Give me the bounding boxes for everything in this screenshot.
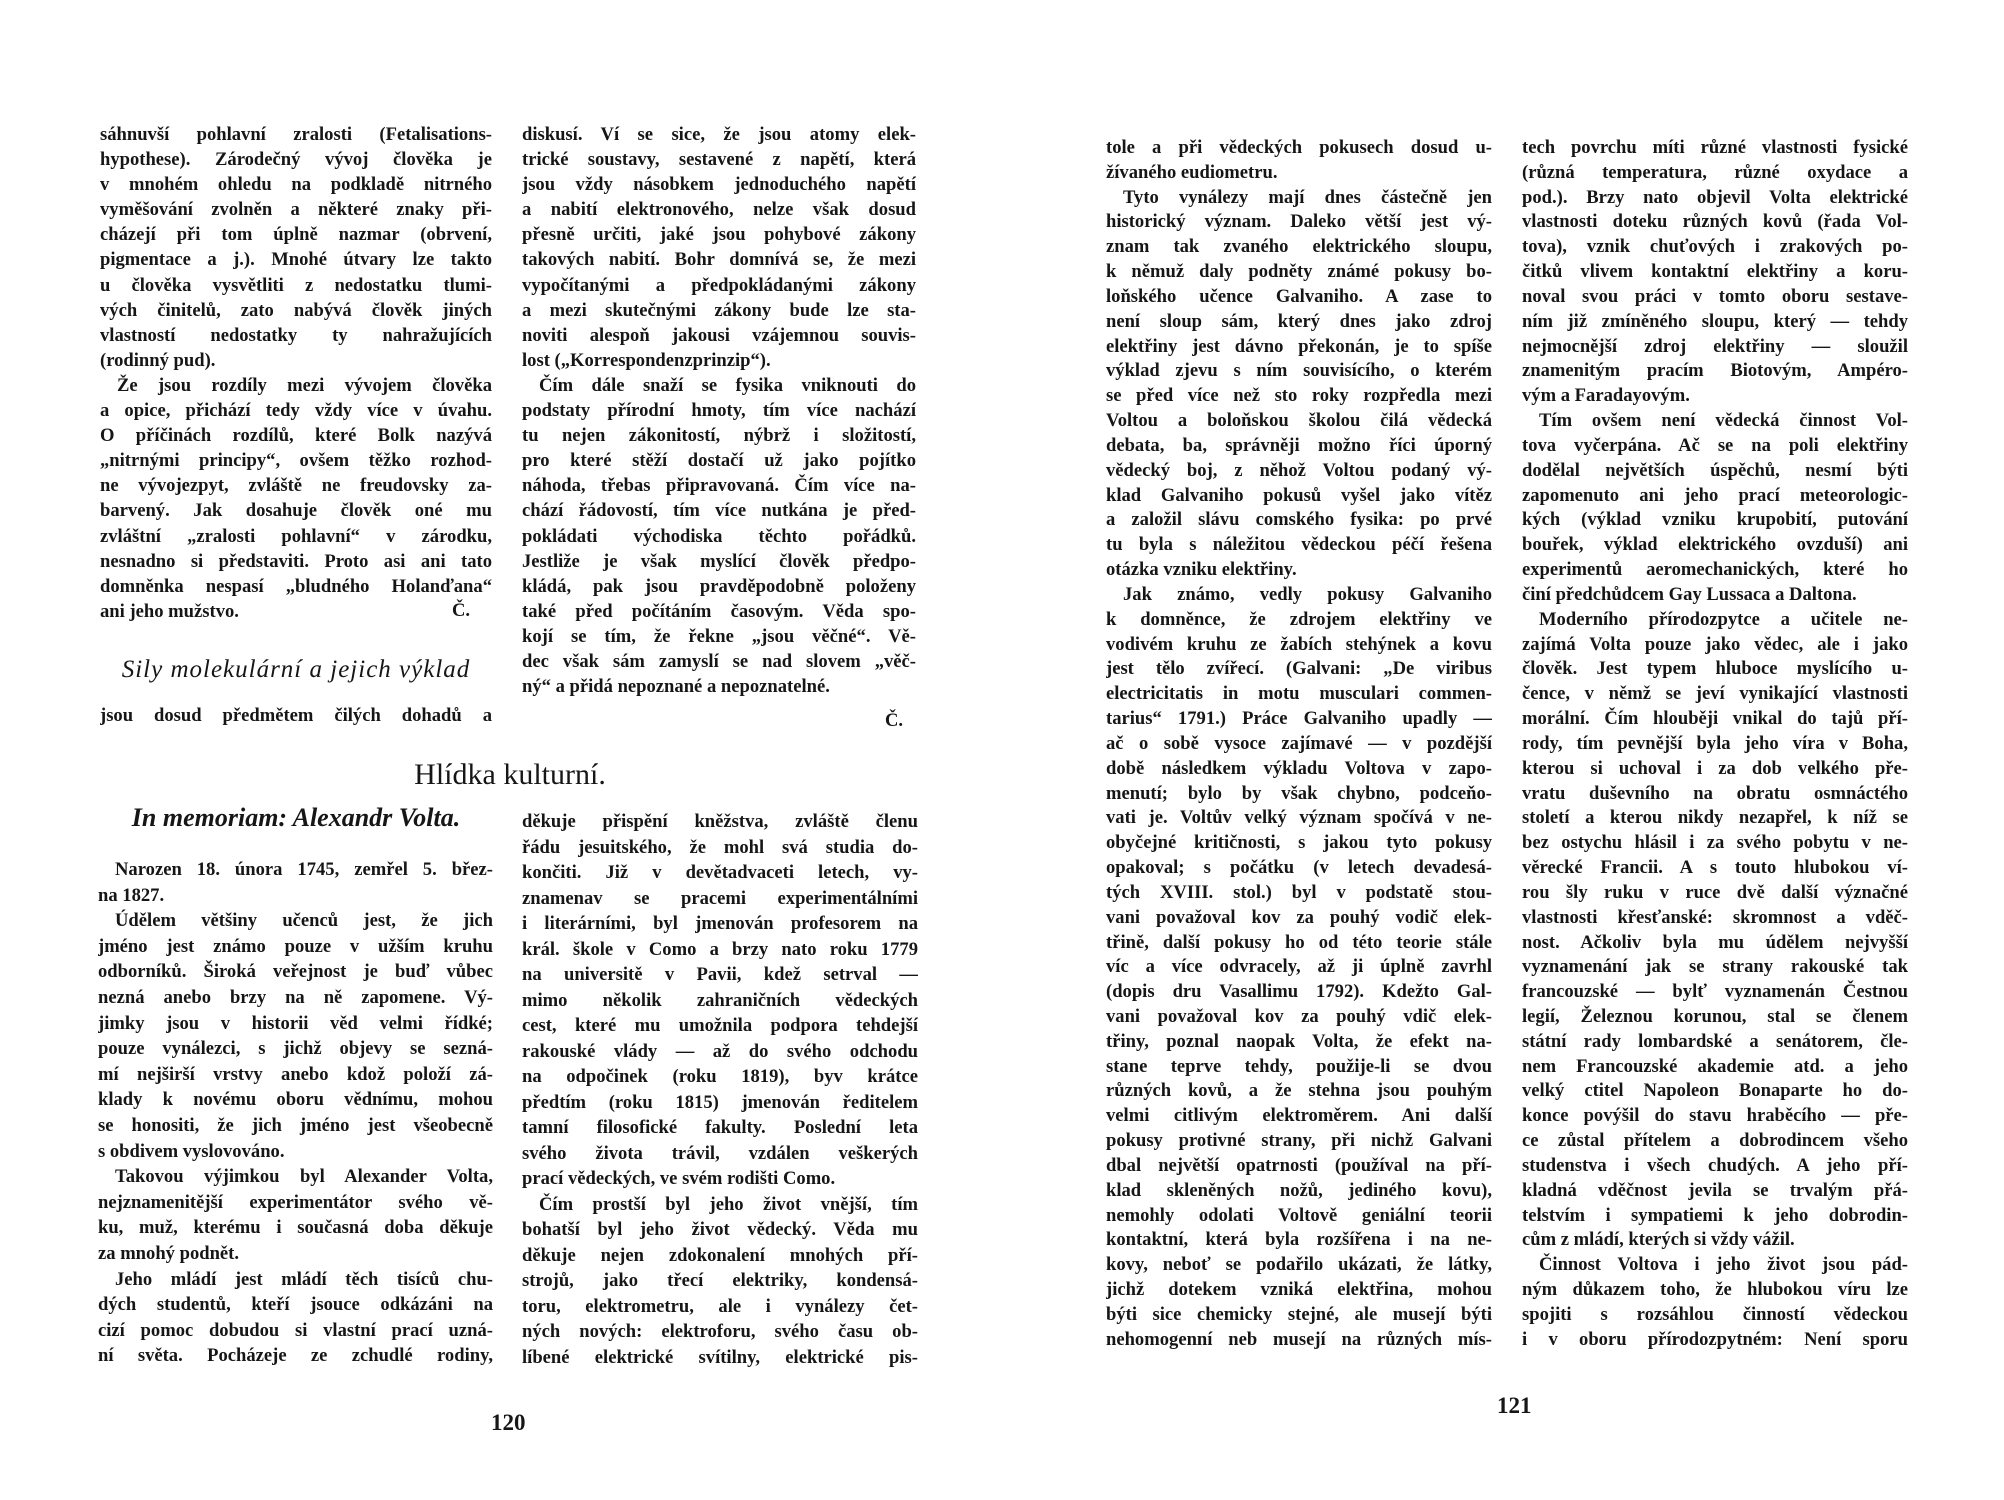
text-line: pouze vynálezci, s jichž objevy se sezná- (98, 1038, 493, 1060)
text-line: Že jsou rozdíly mezi vývojem člověka (117, 374, 492, 396)
text-line: Čím prostší byl jeho život vnější, tím (539, 1193, 918, 1215)
page-number: 121 (1497, 1393, 1532, 1418)
text-line: velmi citlivým elektroměrem. Ani další (1106, 1105, 1492, 1127)
text-line: obyčejné kritičnosti, s jakou tyto pokusy (1106, 832, 1492, 854)
text-line: Tím ovšem není vědecká činnost Vol- (1539, 410, 1908, 432)
text-line: i literárními, byl jmenován profesorem na (522, 913, 918, 934)
text-line: (různá temperatura, různé oxydace a (1522, 161, 1908, 183)
text-line: vyměšování zvolněn a některé znaky při- (100, 199, 492, 221)
text-line: pro které stěží dostačí už jako pojítko (522, 450, 916, 472)
text-line: Takovou výjimkou byl Alexander Volta, (115, 1166, 493, 1188)
text-line: kých (výklad vzniku krupobití, putování (1522, 509, 1908, 531)
section-heading: Sily molekulární a jejich výklad (121, 656, 471, 683)
text-line: nost. Ačkoliv byla mu údělem nejvyšší (1522, 931, 1908, 953)
text-line: Tyto vynálezy mají dnes částečně jen (1123, 186, 1492, 208)
rubric-heading: Hlídka kulturní. (414, 758, 606, 791)
text-line: jméno jest známo pouze v užším kruhu (98, 935, 493, 957)
text-line: nejznamenitější experimentátor svého vě- (98, 1191, 493, 1213)
text-line: předtím (roku 1815) jmenován ředitelem (522, 1091, 918, 1113)
text-line: tova vyčerpána. Ač se na poli elektřiny (1522, 434, 1908, 456)
text-line: vlastnosti doteku různých kovů (řada Vol- (1522, 211, 1908, 233)
text-line: jest tělo zvířecí. (Galvani: „De viribus (1106, 658, 1492, 680)
column-3 (1106, 136, 1492, 1353)
text-line: tu byla s náležitou vědeckou péčí řešena (1106, 534, 1492, 556)
text-line: na 1827. (98, 884, 165, 906)
text-line: zvláštní „zralosti pohlavní“ v zárodku, (100, 525, 492, 547)
text-line: stane teprve tehdy, použije-li se dvou (1106, 1055, 1492, 1077)
text-line: tu nejen zákonitostí, nýbrž i složitostí, (522, 425, 916, 447)
text-line: kládá, pak jsou pravděpodobně položeny (522, 575, 916, 597)
text-line: menutí; bylo by však chybno, podceňo- (1106, 782, 1492, 804)
text-line: tole a při vědeckých pokusech dosud u- (1106, 137, 1492, 158)
text-line: nezná anebo brzy na ně zapomene. Vý- (98, 986, 493, 1008)
text-line: k domněnce, že zdrojem elektřiny ve (1106, 608, 1492, 630)
text-line: ce zůstal přítelem a dobrodincem všeho (1522, 1130, 1908, 1152)
text-line: vlastnosti křesťanské: skromnost a vděč- (1522, 906, 1908, 928)
text-line: jimky jsou v historii věd velmi řídké; (98, 1012, 493, 1034)
text-line: věrecké Francii. A s touto hlubokou ví- (1522, 857, 1908, 879)
text-line: tarius“ 1791.) Práce Galvaniho upadly — (1106, 708, 1492, 730)
text-line: lost („Korrespondenzprinzip“). (522, 349, 771, 371)
text-line: vypočítanými a předpokládanými zákony (522, 274, 916, 296)
text-line: pokládati východiska těchto pořádků. (522, 525, 916, 547)
text-line: konce povýšil do stavu hraběcího — pře- (1522, 1105, 1908, 1127)
text-line: řádu jesuitského, že mohl svá studia do- (522, 836, 918, 858)
text-line: nesnadno si představiti. Proto asi ani tato (100, 550, 492, 572)
text-line: ný“ a přidá nepoznané a nepoznatelné. (522, 676, 830, 698)
text-line: nem Francouzské akademie atd. a jeho (1522, 1055, 1908, 1077)
text-line: různých kovů, a že stehna jsou pouhým (1106, 1080, 1492, 1102)
text-line: dodělal největších úspěchů, nesmí býti (1522, 459, 1908, 481)
text-line: ných nových: elektroforu, svého času ob- (522, 1321, 918, 1342)
text-line: toru, elektrometru, ale i vynálezy čet- (522, 1295, 918, 1317)
text-line: cům z mládí, kterých si vždy vážil. (1522, 1229, 1795, 1251)
text-line: klad skleněných nožů, jediného kovu), (1106, 1179, 1492, 1201)
text-line: jsou dosud předmětem čilých dohadů a (100, 705, 492, 726)
text-line: bohatší byl jeho život vědecký. Věda mu (522, 1219, 918, 1240)
text-line: klady k novému oboru vědnímu, mohou (98, 1089, 493, 1111)
text-line: vani považoval kov za pouhý vodič elek- (1106, 906, 1492, 928)
text-line: Čím dále snaží se fysika vniknouti do (539, 374, 916, 396)
text-line: tých XVIII. stol.) byl v podstatě stou- (1106, 881, 1492, 903)
text-line: vati je. Voltův velký význam spočívá v ne- (1106, 807, 1492, 829)
text-line: dých studentů, kteří jsouce odkázáni na (98, 1294, 493, 1316)
text-line: čitků vlivem kontaktní elektřiny a koru- (1522, 261, 1908, 283)
text-line: zajímá Volta pouze jako vědec, ale i jako (1522, 633, 1908, 655)
text-line: Činnost Voltova i jeho život jsou pád- (1539, 1254, 1908, 1276)
text-line: znamenav se pracemi experimentálními (522, 887, 918, 909)
text-line: státní rady lombardské a senátorem, čle- (1522, 1030, 1908, 1052)
text-line: člověk. Jest typem hluboce myslícího u- (1522, 658, 1908, 680)
text-line: Moderního přírodozpytce a učitele ne- (1539, 608, 1908, 630)
text-line: loňského učence Galvaniho. A zase to (1106, 285, 1492, 307)
text-line: vlastností nedostatky ty nahražujících (100, 324, 492, 346)
text-line: líbené elektrické svítilny, elektrické pis- (522, 1346, 918, 1368)
text-line: zapomenuto ani jeho prací meteorologic- (1522, 484, 1908, 506)
text-line: a opice, přichází tedy vždy více v úvahu. (100, 400, 492, 422)
text-line: ani jeho mužstvo. (100, 600, 239, 622)
text-line: král. škole v Como a brzy nato roku 1779 (522, 938, 918, 960)
text-line: kojí se tím, že řekne „jsou věčné“. Vě- (522, 625, 916, 647)
text-line: rou šly ruku v ruce dvě další význačné (1522, 881, 1908, 903)
text-line: francouzské — bylť vyznamenán Čestnou (1522, 981, 1908, 1003)
text-line: za mnohý podnět. (98, 1242, 240, 1264)
text-line: století a kterou nikdy nezapřel, k níž se (1522, 807, 1908, 829)
text-line: rody, tím pevnější byla jeho víra v Boha, (1522, 732, 1908, 754)
column-2-bottom (522, 809, 918, 1370)
text-line: strojů, jako třecí elektriky, kondensá- (522, 1270, 918, 1291)
text-line: elektřiny jest dávno překonán, je to spíše (1106, 335, 1492, 357)
text-line: noviti alespoň jakousi vzájemnou souvis- (522, 324, 916, 346)
text-line: přesně určiti, jaké jsou pohybové zákony (522, 224, 916, 246)
text-line: Údělem většiny učenců jest, že jich (115, 910, 493, 932)
text-line: otázka vzniku elektřiny. (1106, 559, 1297, 581)
author-signature: Č. (885, 710, 904, 731)
column-1-bottom (98, 857, 493, 1369)
text-line: diskusí. Ví se sice, že jsou atomy elek- (522, 124, 916, 145)
text-line: a mezi skutečnými zákony bude lze sta- (522, 299, 916, 321)
text-line: Narozen 18. února 1745, zemřel 5. břez- (115, 859, 493, 880)
text-line: také před počítáním časovým. Věda spo- (522, 600, 916, 622)
text-line: pod.). Brzy nato objevil Volta elektrické (1522, 186, 1908, 208)
text-line: mí nejširší vrstvy anebo kdož položí zá- (98, 1063, 493, 1085)
text-line: cest, které mu umožnila podpora tehdejší (522, 1015, 918, 1036)
text-line: domněnka nespasí „bludného Holanďana“ (100, 575, 492, 597)
text-line: znam tak zvaného elektrického sloupu, (1106, 236, 1492, 258)
text-line: končiti. Již v devětadvaceti letech, vy- (522, 862, 918, 883)
text-line: sáhnuvší pohlavní zralosti (Fetalisations- (100, 124, 492, 145)
text-line: nejmocnější zdroj elektřiny — sloužil (1522, 335, 1908, 357)
text-line: náhoda, třebas připravovaná. Čím více na- (522, 475, 916, 497)
text-line: s obdivem vyslovováno. (98, 1140, 285, 1162)
text-line: opakoval; s počátku (v letech devadesá- (1106, 857, 1492, 879)
text-line: nemohly odolati Voltově geniální teorii (1106, 1204, 1492, 1226)
text-line: pokusy protivné strany, při nichž Galvani (1106, 1130, 1492, 1152)
text-line: Jak známo, vedly pokusy Galvaniho (1123, 583, 1492, 605)
text-line: trické soustavy, sestavené z napětí, která (522, 149, 916, 171)
text-line: velký ctitel Napoleon Bonaparte ho do- (1522, 1080, 1908, 1102)
text-line: cházejí při tom úplně nazmar (obrvení, (100, 224, 492, 246)
column-1-after-heading (100, 703, 492, 728)
text-line: ním již zmíněného sloupu, který — tehdy (1522, 310, 1908, 332)
text-line: době následkem výkladu Voltova v zapo- (1106, 757, 1492, 779)
text-line: cizí pomoc dobudou si vlastní prací uzná- (98, 1319, 493, 1341)
text-line: klad Galvaniho pokusů vyšel jako vítěz (1106, 484, 1492, 506)
text-line: vých činitelů, zato nabývá člověk jiných (100, 299, 492, 321)
text-line: bez ostychu hlásil i za svého pobytu v ne- (1522, 832, 1908, 854)
text-line: čence, v němž se jeví vynikající vlastnosti (1522, 683, 1908, 705)
column-2-top (522, 122, 916, 699)
text-line: dec však sám zamyslí se nad slovem „věč- (522, 650, 916, 672)
text-line: spojiti s rozsáhlou činností vědeckou (1522, 1303, 1908, 1325)
text-line: kterou si uchoval i za dob velkého pře- (1522, 757, 1908, 779)
text-line: bouřek, výklad elektrického ovzduší) ani (1522, 534, 1908, 556)
text-line: třině, další pokusy ho od této teorie stále (1106, 931, 1492, 953)
text-line: prací vědeckých, ve svém rodišti Como. (522, 1168, 836, 1189)
text-line: jichž dotekem vzniká elektřina, mohou (1106, 1279, 1492, 1301)
text-line: podstaty přírodní hmoty, tím více nachází (522, 400, 916, 422)
text-line: Voltou a boloňskou školou čilá vědecká (1106, 410, 1492, 432)
text-line: noval svou práci v tomto oboru sestave- (1522, 285, 1908, 307)
text-line: k němuž daly podněty známé pokusy bo- (1106, 261, 1492, 283)
text-line: pigmentace a j.). Mnohé útvary lze takto (100, 249, 492, 271)
text-line: odborníků. Široká veřejnost je buď vůbec (98, 961, 493, 983)
text-line: se honositi, že jich jméno jest všeobecně (98, 1114, 493, 1136)
text-line: electricitatis in motu musculari commen- (1106, 683, 1492, 705)
text-line: ným důkazem toho, že hlubokou víru lze (1522, 1279, 1908, 1301)
text-line: experimentů aeromechanických, které ho (1522, 559, 1908, 581)
text-line: telstvím i sympatiemi k jeho dobrodin- (1522, 1204, 1908, 1226)
text-line: na odpočinek (roku 1819), byv krátce (522, 1066, 918, 1087)
text-line: děkuje nejen zdokonalení mnohých pří- (522, 1244, 918, 1266)
author-signature: Č. (452, 600, 471, 621)
text-line: „nitrnými principy“, ovšem těžko rozhod- (100, 450, 492, 472)
text-line: se před více než sto roky rozpředla mezi (1106, 385, 1492, 407)
text-line: víc a více odvracely, až ji úplně zavrhl (1106, 956, 1492, 978)
column-1-top (100, 122, 492, 624)
text-line: u člověka vysvětliti z nedostatku tlumi- (100, 274, 492, 296)
text-line: děkuje přispění kněžstva, zvláště členu (522, 811, 918, 832)
text-line: svého života trávil, vzdálen veškerých (522, 1142, 918, 1164)
text-line: chází řádovostí, tím více nutkána je před- (522, 500, 916, 522)
text-line: kovy, neboť se podařilo ukázati, že látky, (1106, 1254, 1492, 1276)
text-line: O příčinách rozdílů, které Bolk nazývá (100, 425, 492, 447)
text-line: tech povrchu míti různé vlastnosti fysické (1522, 137, 1908, 158)
text-line: třiny, poznal naopak Volta, že efekt na- (1106, 1030, 1492, 1052)
text-line: v mnohém ohledu na podkladě nitrného (100, 174, 492, 196)
text-line: i v oboru přírodozpytném: Není sporu (1522, 1328, 1908, 1350)
text-line: legií, Železnou korunou, stal se členem (1522, 1005, 1908, 1027)
text-line: kontaktní, která byla rozšířena i na ne- (1106, 1229, 1492, 1251)
text-line: na universitě v Pavii, kdež setrval — (522, 964, 918, 985)
text-line: a nabití elektronového, nelze však dosud (522, 199, 916, 221)
text-line: Jeho mládí jest mládí těch tisíců chu- (115, 1268, 493, 1290)
text-line: studenstva i všech chudých. A jeho pří- (1522, 1154, 1908, 1176)
text-line: výklad zjevu s ním souvisícího, o kterém (1106, 360, 1492, 382)
text-line: znamenitým pracím Biotovým, Ampéro- (1522, 360, 1908, 382)
text-line: (rodinný pud). (100, 349, 216, 371)
text-line: vědecký boj, z něhož Voltou podaný vý- (1106, 459, 1492, 481)
text-line: kladná vděčnost jevila se trvalým přá- (1522, 1179, 1908, 1201)
text-line: vým a Faradayovým. (1522, 385, 1690, 407)
text-line: nehomogenní neb musejí na různých mís- (1106, 1328, 1492, 1350)
text-line: ní světa. Pocházeje ze zchudlé rodiny, (98, 1345, 493, 1367)
text-line: mimo několik zahraničních vědeckých (522, 989, 918, 1011)
text-line: debata, ba, správněji možno říci úporný (1106, 434, 1492, 456)
text-line: ač o sobě vysoce zajímavé — v pozdější (1106, 732, 1492, 754)
text-line: rakouské vlády — až do svého odchodu (522, 1040, 918, 1062)
page-number: 120 (491, 1410, 526, 1435)
text-line: ku, muž, kterému i současná doba děkuje (98, 1217, 493, 1239)
article-title: In memoriam: Alexandr Volta. (131, 803, 461, 832)
text-line: Jestliže je však myslící člověk předpo- (522, 550, 916, 572)
column-4 (1522, 136, 1908, 1353)
text-line: morální. Čím hlouběji vnikal do tajů pří- (1522, 708, 1908, 730)
text-line: tova), vznik chuťových i zrakových po- (1522, 236, 1908, 258)
text-line: dbal největší opatrnosti (používal na pří- (1106, 1154, 1492, 1176)
text-line: jsou vždy násobkem jednoduchého napětí (522, 174, 916, 196)
text-line: není sloup sám, který dnes jako zdroj (1106, 310, 1492, 332)
text-line: tamní filosofické fakulty. Poslední leta (522, 1117, 918, 1138)
text-line: vyznamenání jak se strany rakouské tak (1522, 956, 1908, 978)
text-line: (dopis dru Vasallimu 1792). Kdežto Gal- (1106, 981, 1492, 1003)
text-line: historický význam. Daleko větší jest vý- (1106, 211, 1492, 233)
text-line: činí předchůdcem Gay Lussaca a Daltona. (1522, 583, 1857, 605)
text-line: barvený. Jak dosahuje člověk oné mu (100, 500, 492, 522)
text-line: vratu duševního na obratu osmnáctého (1522, 782, 1908, 804)
text-line: hypothese). Zárodečný vývoj člověka je (100, 149, 492, 171)
text-line: ne vývojezpyt, zvláště ne freudovsky za- (100, 475, 492, 497)
text-line: žívaného eudiometru. (1106, 161, 1278, 183)
text-line: vani považoval kov za pouhý vdič elek- (1106, 1005, 1492, 1027)
text-line: býti sice chemicky stejné, ale musejí býti (1106, 1303, 1492, 1325)
text-line: a založil slávu comského fysika: po prvé (1106, 509, 1492, 531)
text-line: vodivém kruhu ze žabích stehýnek a kovu (1106, 633, 1492, 655)
text-line: takových nabití. Bohr domnívá se, že mezi (522, 249, 916, 271)
